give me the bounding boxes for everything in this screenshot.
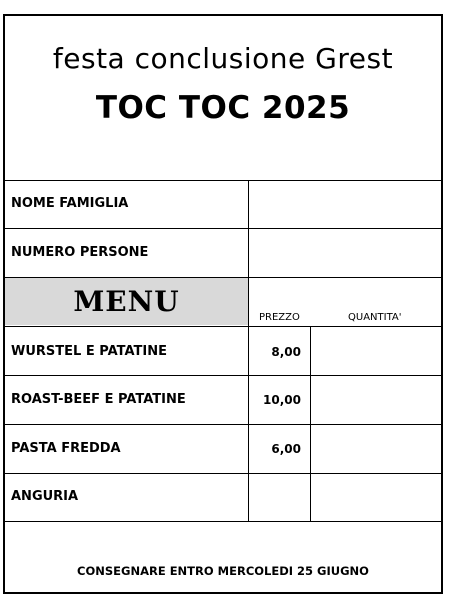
delivery-deadline-note: CONSEGNARE ENTRO MERCOLEDI 25 GIUGNO	[77, 564, 369, 578]
quantity-column-header: QUANTITA'	[348, 312, 402, 323]
family-name-label: NOME FAMIGLIA	[11, 196, 129, 211]
form-header	[5, 16, 441, 180]
menu-item-name: ROAST-BEEF E PATATINE	[11, 392, 186, 407]
order-form	[3, 14, 443, 594]
event-subtitle: festa conclusione Grest	[52, 42, 394, 75]
family-name-field[interactable]	[249, 181, 441, 228]
menu-item-name: PASTA FREDDA	[11, 441, 121, 456]
menu-item-quantity-field[interactable]	[311, 474, 441, 521]
menu-heading-cell	[5, 278, 248, 325]
menu-item-name: ANGURIA	[11, 489, 79, 504]
event-title: TOC TOC 2025	[95, 90, 351, 126]
menu-item-name: WURSTEL E PATATINE	[11, 344, 167, 359]
menu-item-quantity-field[interactable]	[311, 425, 441, 473]
menu-item-quantity-field[interactable]	[311, 376, 441, 424]
row-divider	[5, 521, 441, 522]
menu-item-price: 10,00	[263, 393, 301, 407]
menu-item-price: 8,00	[271, 345, 301, 359]
people-count-field[interactable]	[249, 229, 441, 277]
menu-item-price: 6,00	[271, 442, 301, 456]
people-count-label: NUMERO PERSONE	[11, 245, 149, 260]
menu-heading: MENU	[73, 285, 180, 318]
price-column-header: PREZZO	[259, 312, 300, 323]
menu-item-quantity-field[interactable]	[311, 327, 441, 375]
